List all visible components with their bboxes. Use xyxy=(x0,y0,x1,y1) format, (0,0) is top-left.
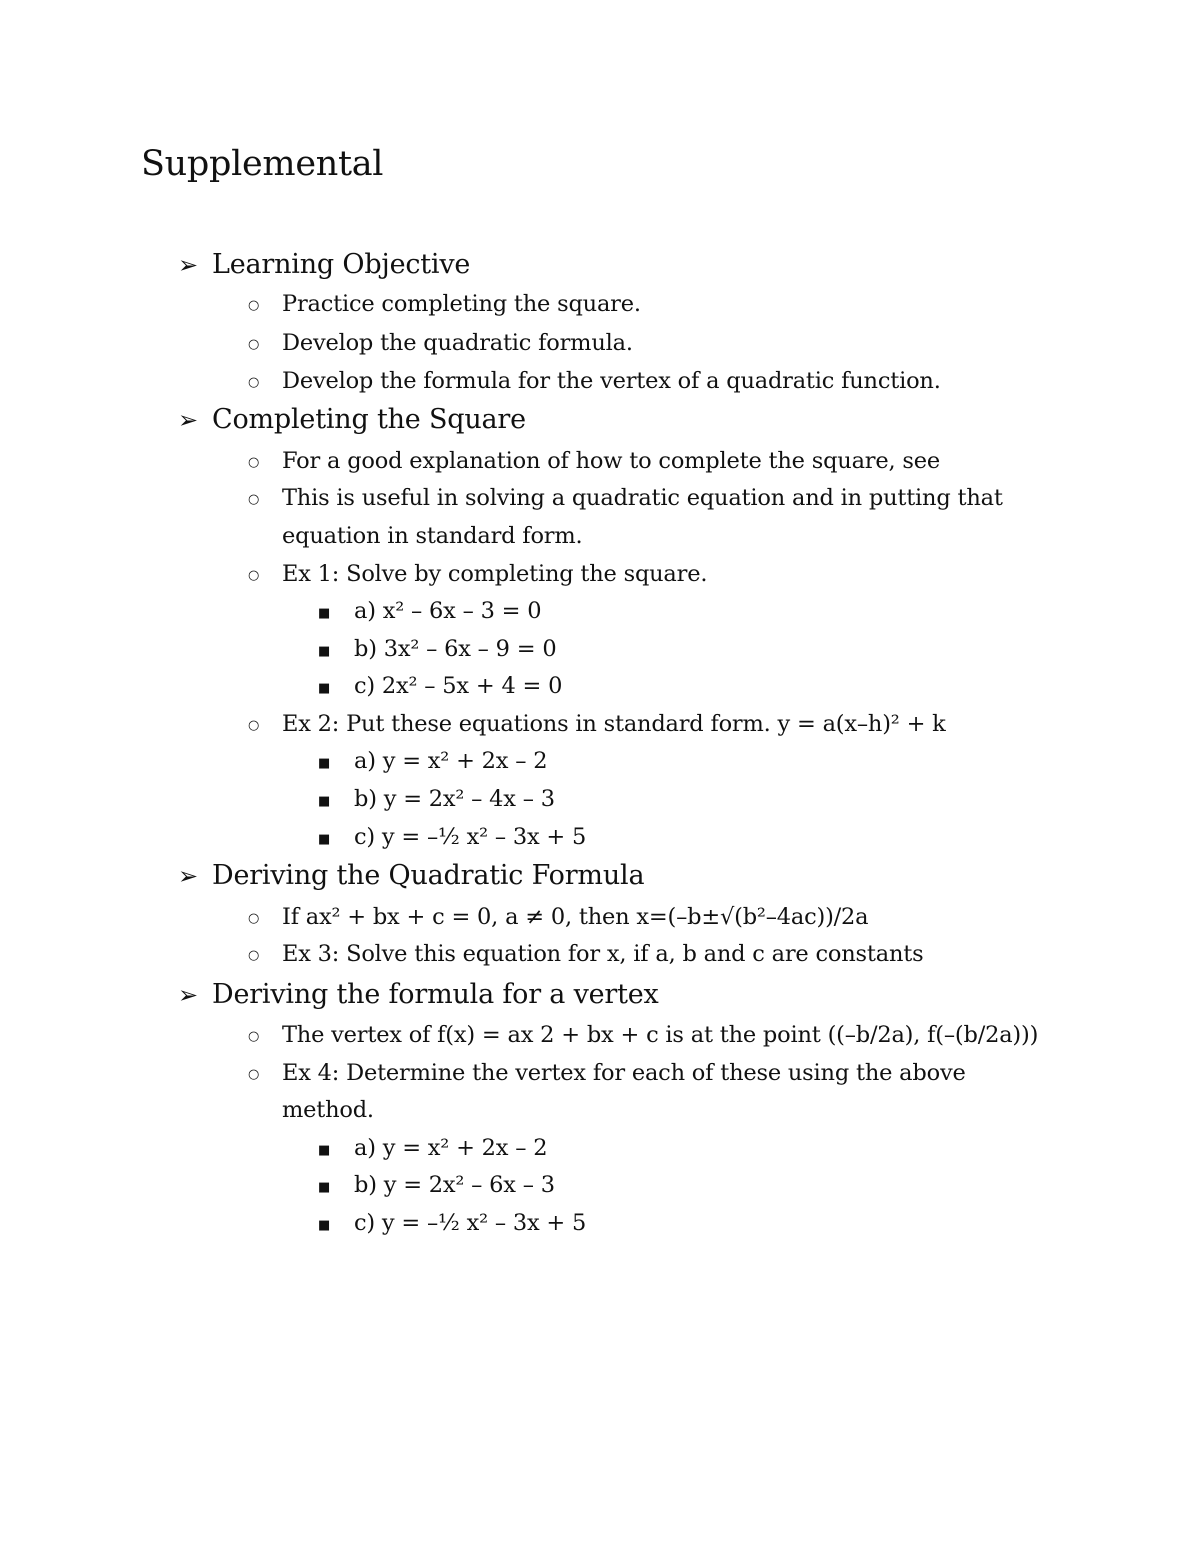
circle-bullet-icon: ○ xyxy=(248,375,260,390)
sub-list-item-text: c) y = –½ x² – 3x + 5 xyxy=(354,824,587,850)
list-item xyxy=(248,479,1003,519)
list-item-text: This is useful in solving a quadratic equation and in putting that xyxy=(282,485,1003,511)
list-item xyxy=(248,1054,966,1094)
sub-list-item-text: b) 3x² – 6x – 9 = 0 xyxy=(354,636,557,662)
section-heading-deriving-quadratic-formula xyxy=(178,857,644,895)
sub-list-item xyxy=(318,818,586,859)
list-item xyxy=(248,285,641,325)
circle-bullet-icon: ○ xyxy=(248,911,260,926)
circle-bullet-icon: ○ xyxy=(248,1029,260,1044)
sub-list-item xyxy=(318,1166,555,1207)
section-heading-learning-objective xyxy=(178,246,470,284)
sub-list-item-text: c) 2x² – 5x + 4 = 0 xyxy=(354,673,563,699)
sub-list-item xyxy=(318,592,541,633)
arrow-bullet-icon: ➢ xyxy=(178,981,198,1009)
section-heading-completing-the-square xyxy=(178,401,526,439)
section-heading-text: Completing the Square xyxy=(212,404,526,435)
sub-list-item-text: a) x² – 6x – 3 = 0 xyxy=(354,598,542,624)
list-item xyxy=(248,362,941,402)
page-title: Supplemental xyxy=(141,144,384,184)
list-item-text: Practice completing the square. xyxy=(282,291,641,317)
list-item xyxy=(248,935,923,975)
list-item-text: Develop the formula for the vertex of a quadratic function. xyxy=(282,368,941,394)
sub-list-item-text: b) y = 2x² – 4x – 3 xyxy=(354,786,555,812)
sub-list-item-text: b) y = 2x² – 6x – 3 xyxy=(354,1172,555,1198)
sub-list-item-text: a) y = x² + 2x – 2 xyxy=(354,748,548,774)
circle-bullet-icon: ○ xyxy=(248,492,260,507)
list-item-text: The vertex of f(x) = ax 2 + bx + c is at the point ((–b/2a), f(–(b/2a))) xyxy=(282,1022,1039,1048)
list-item xyxy=(248,898,868,938)
list-item xyxy=(248,1016,1038,1056)
square-bullet-icon: ■ xyxy=(318,1180,331,1195)
circle-bullet-icon: ○ xyxy=(248,298,260,313)
list-item-text: If ax² + bx + c = 0, a ≠ 0, then x=(–b±√(b²–4ac))/2a xyxy=(282,904,869,930)
section-heading-text: Deriving the formula for a vertex xyxy=(212,979,659,1010)
circle-bullet-icon: ○ xyxy=(248,337,260,352)
section-heading-deriving-vertex-formula xyxy=(178,976,659,1014)
square-bullet-icon: ■ xyxy=(318,681,331,696)
square-bullet-icon: ■ xyxy=(318,832,331,847)
square-bullet-icon: ■ xyxy=(318,606,331,621)
sub-list-item-text: a) y = x² + 2x – 2 xyxy=(354,1135,548,1161)
list-item-continuation: method. xyxy=(282,1097,374,1123)
list-item xyxy=(248,555,707,595)
sub-list-item xyxy=(318,780,555,821)
sub-list-item-text: c) y = –½ x² – 3x + 5 xyxy=(354,1210,587,1236)
circle-bullet-icon: ○ xyxy=(248,1067,260,1082)
sub-list-item xyxy=(318,1129,547,1170)
sub-list-item xyxy=(318,630,556,671)
section-heading-text: Deriving the Quadratic Formula xyxy=(212,860,645,891)
list-item xyxy=(248,324,633,364)
list-item-text: Ex 3: Solve this equation for x, if a, b and c are constants xyxy=(282,941,924,967)
square-bullet-icon: ■ xyxy=(318,794,331,809)
list-item xyxy=(248,442,940,482)
section-heading-text: Learning Objective xyxy=(212,249,471,280)
arrow-bullet-icon: ➢ xyxy=(178,862,198,890)
square-bullet-icon: ■ xyxy=(318,756,331,771)
arrow-bullet-icon: ➢ xyxy=(178,251,198,279)
square-bullet-icon: ■ xyxy=(318,644,331,659)
square-bullet-icon: ■ xyxy=(318,1143,331,1158)
list-item-text: Ex 2: Put these equations in standard form. y = a(x–h)² + k xyxy=(282,711,946,737)
list-item-text: Develop the quadratic formula. xyxy=(282,330,633,356)
circle-bullet-icon: ○ xyxy=(248,455,260,470)
circle-bullet-icon: ○ xyxy=(248,568,260,583)
list-item-text: Ex 1: Solve by completing the square. xyxy=(282,561,708,587)
list-item-continuation: equation in standard form. xyxy=(282,523,583,549)
sub-list-item xyxy=(318,742,547,783)
square-bullet-icon: ■ xyxy=(318,1218,331,1233)
sub-list-item xyxy=(318,1204,586,1245)
sub-list-item xyxy=(318,667,562,708)
circle-bullet-icon: ○ xyxy=(248,718,260,733)
arrow-bullet-icon: ➢ xyxy=(178,406,198,434)
list-item xyxy=(248,705,946,745)
list-item-text: Ex 4: Determine the vertex for each of these using the above xyxy=(282,1060,966,1086)
circle-bullet-icon: ○ xyxy=(248,948,260,963)
list-item-text: For a good explanation of how to complete the square, see xyxy=(282,448,940,474)
